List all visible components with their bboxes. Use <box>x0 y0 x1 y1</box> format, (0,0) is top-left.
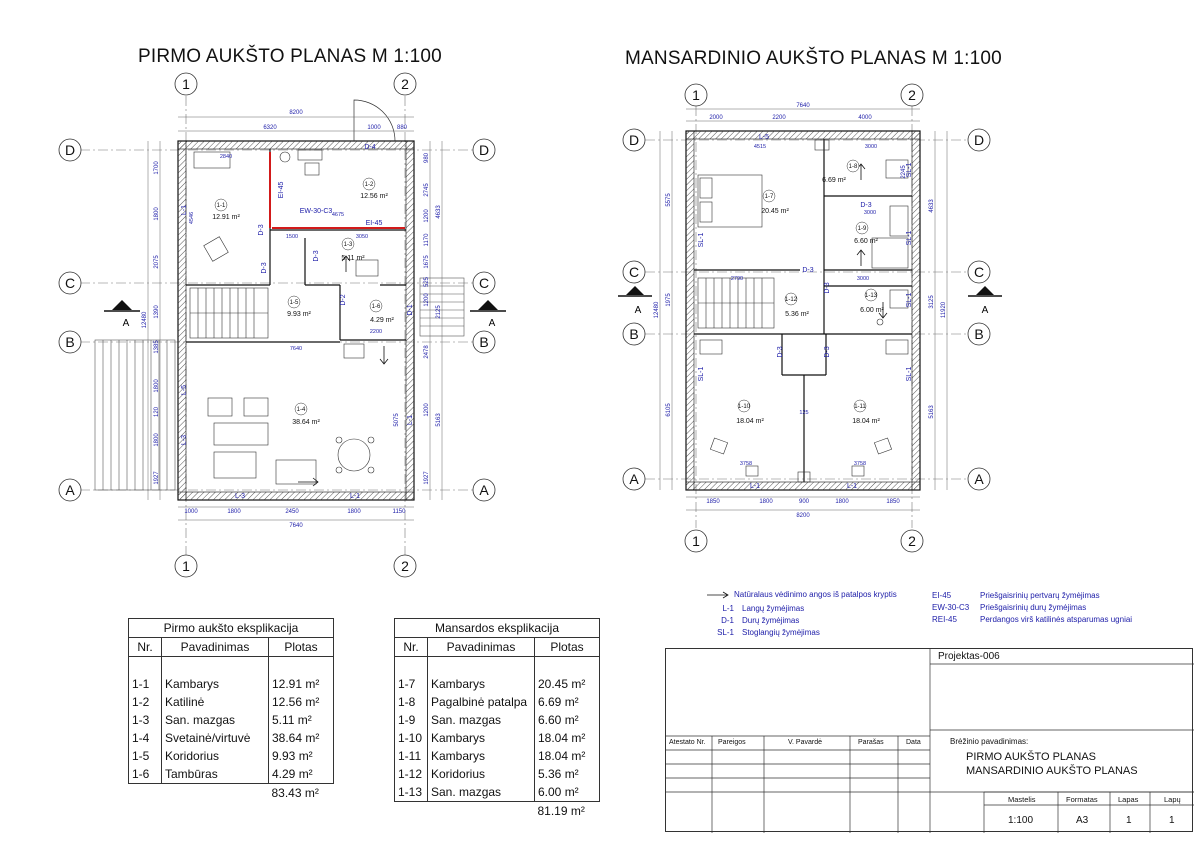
legend-text: Langų žymėjimas <box>742 604 805 613</box>
legend-row <box>932 590 1132 602</box>
legend-code: L-1 <box>722 604 734 613</box>
dim-text: 3000 <box>863 210 877 216</box>
title-block <box>665 648 1193 832</box>
dim-text: 7640 <box>796 103 810 109</box>
window-label: L-1 <box>349 493 361 500</box>
dim-text: 12480 <box>654 301 660 319</box>
legend-code: SL-1 <box>717 628 734 637</box>
total-area: 83.43 m² <box>271 786 319 800</box>
axis-label-1: 1 <box>182 558 190 574</box>
dim-text: 1850 <box>706 499 720 505</box>
axis-label-1: 1 <box>182 76 190 92</box>
table-row <box>395 729 600 747</box>
table-spacer-row <box>395 657 600 676</box>
cell-nr: 1-6 <box>129 765 162 784</box>
dim-text: 1800 <box>347 509 361 515</box>
cell-nr: 1-11 <box>395 747 428 765</box>
cell-nr: 1-13 <box>395 783 428 802</box>
table-header: Nr. <box>395 638 428 657</box>
axis-label-2: 2 <box>908 533 916 549</box>
door-label: D-3 <box>824 346 831 358</box>
room-area: 5.36 m² <box>785 311 809 318</box>
door-label: D-3 <box>261 262 268 274</box>
scale-label: Mastelis <box>1008 795 1036 804</box>
table-caption: Pirmo aukšto eksplikacija <box>129 619 334 638</box>
door-label: D-3 <box>777 346 784 358</box>
dim-text: 1800 <box>154 433 160 447</box>
legend-arrow-row <box>706 589 897 601</box>
dim-text: 2478 <box>424 345 430 359</box>
door-label: D-3 <box>313 250 320 262</box>
window-label: L-5 <box>758 134 770 141</box>
dim-text: 3758 <box>739 461 753 467</box>
dim-text: 7640 <box>289 523 303 529</box>
dim-text: 525 <box>424 276 430 288</box>
stamp-col-header: Data <box>906 739 921 746</box>
room-area: 9.93 m² <box>287 311 311 318</box>
room-area: 18.04 m² <box>852 418 880 425</box>
dim-text: 1927 <box>154 471 160 485</box>
dim-text: 8200 <box>796 513 810 519</box>
dim-text: 4633 <box>929 199 935 213</box>
legend-text: Priešgaisrinių durų žymėjimas <box>980 603 1087 612</box>
axis-label-A: A <box>629 471 639 487</box>
dim-text: 900 <box>798 499 810 505</box>
room-number: 1-13 <box>864 293 878 299</box>
dim-text: 1800 <box>759 499 773 505</box>
dim-text: 880 <box>396 125 408 131</box>
sheet-value: 1 <box>1126 815 1132 826</box>
section-marker-left <box>618 286 652 316</box>
section-marker-left <box>104 300 140 329</box>
dim-text: 3125 <box>929 295 935 309</box>
room-number: 1-3 <box>343 242 353 248</box>
room-number: 1-11 <box>854 404 866 410</box>
dim-text: 1800 <box>154 207 160 221</box>
scale-value: 1:100 <box>1008 815 1034 826</box>
room-area: 12.91 m² <box>212 214 240 221</box>
dim-text: 6105 <box>666 403 672 417</box>
project-code: Projektas-006 <box>938 651 1000 662</box>
entrance-door-swing <box>354 100 395 141</box>
ground-floor-plan <box>0 0 600 600</box>
sheets-label: Lapų <box>1164 795 1181 804</box>
cell-area: 6.69 m² <box>535 693 600 711</box>
section-label: A <box>122 318 130 329</box>
dim-text: 2125 <box>436 305 442 319</box>
cell-nr: 1-2 <box>129 693 162 711</box>
door-label: D-2 <box>340 294 347 306</box>
cell-nr: 1-5 <box>129 747 162 765</box>
dim-text: 4546 <box>189 211 195 225</box>
cell-name: Kambarys <box>428 729 535 747</box>
fire-wall-label: EI-45 <box>278 181 285 199</box>
dim-text: 3000 <box>856 276 870 282</box>
table-row <box>395 783 600 802</box>
dim-text: 3050 <box>355 234 369 240</box>
dim-text: 1800 <box>154 379 160 393</box>
ground-axis-lines <box>80 96 475 555</box>
table-row <box>395 675 600 693</box>
roof-window-label: SL-1 <box>906 162 913 178</box>
dim-text: 1200 <box>424 209 430 223</box>
axis-label-1: 1 <box>692 533 700 549</box>
stair <box>698 278 774 328</box>
legend-row <box>706 603 897 615</box>
cell-area: 38.64 m² <box>269 729 334 747</box>
roof-window-label: SL-1 <box>906 230 913 246</box>
dim-text: 12480 <box>142 311 148 329</box>
legend-text: Stoglangių žymėjimas <box>742 628 820 637</box>
axis-label-C: C <box>628 264 640 280</box>
dim-text: 11920 <box>941 301 947 319</box>
table-spacer-row <box>129 657 334 676</box>
cell-name: Kambarys <box>428 675 535 693</box>
section-marker-right <box>968 286 1002 316</box>
cell-nr: 1-1 <box>129 675 162 693</box>
format-value: A3 <box>1076 815 1089 826</box>
cell-area: 5.11 m² <box>269 711 334 729</box>
table-total-row <box>129 784 334 803</box>
room-area: 5.11 m² <box>341 255 365 262</box>
ground-dimension-lines <box>148 117 442 520</box>
window-label: L-3 <box>234 493 246 500</box>
cell-nr: 1-7 <box>395 675 428 693</box>
total-area: 81.19 m² <box>537 804 585 818</box>
cell-nr: 1-10 <box>395 729 428 747</box>
dim-text: 4633 <box>436 205 442 219</box>
table-header: Plotas <box>535 638 600 657</box>
dim-text: 5163 <box>929 405 935 419</box>
table-row <box>395 747 600 765</box>
room-number: 1-4 <box>296 407 306 413</box>
room-area: 12.56 m² <box>360 193 388 200</box>
axis-label-2: 2 <box>908 87 916 103</box>
section-marker-right <box>470 300 506 329</box>
cell-area: 4.29 m² <box>269 765 334 784</box>
dim-text: 2200 <box>369 329 383 335</box>
window-label: L-1 <box>181 204 188 216</box>
dim-text: 7640 <box>289 346 303 352</box>
door-label: D-3 <box>802 267 814 274</box>
axis-label-B: B <box>65 334 75 350</box>
legend-left <box>706 589 897 639</box>
roof-window-label: SL-1 <box>698 366 705 382</box>
stamp-col-header: Atestato Nr. <box>669 739 706 746</box>
cell-name: Pagalbinė patalpa <box>428 693 535 711</box>
section-label: A <box>981 305 989 316</box>
axis-label-1: 1 <box>692 87 700 103</box>
room-number: 1-12 <box>784 297 798 303</box>
legend-text: Priešgaisrinių pertvarų žymėjimas <box>980 591 1100 600</box>
dim-text: 1975 <box>666 293 672 307</box>
stamp-col-header: V. Pavardė <box>788 739 822 746</box>
dim-text: 1500 <box>285 234 299 240</box>
legend-row <box>932 614 1132 626</box>
roof-window-label: SL-1 <box>698 232 705 248</box>
legend-text: Perdangos virš katilinės atsparumas ugniai <box>980 615 1133 624</box>
legend-right <box>932 590 1132 626</box>
table-row <box>129 729 334 747</box>
cell-area: 20.45 m² <box>535 675 600 693</box>
stair <box>190 288 268 338</box>
room-area: 18.04 m² <box>736 418 764 425</box>
axis-label-C: C <box>973 264 985 280</box>
dim-text: 3000 <box>864 144 878 150</box>
dim-text: 4675 <box>331 212 345 218</box>
ground-floor-explication-table <box>128 618 334 802</box>
table-row <box>395 693 600 711</box>
cell-name: Kambarys <box>162 675 269 693</box>
dim-text: 120 <box>154 406 160 418</box>
legend-code: REI-45 <box>932 615 957 624</box>
cell-area: 5.36 m² <box>535 765 600 783</box>
sheets-value: 1 <box>1169 815 1175 826</box>
cell-name: Katilinė <box>162 693 269 711</box>
dim-text: 2840 <box>219 154 233 160</box>
axis-label-D: D <box>628 132 640 148</box>
legend-row <box>932 602 1132 614</box>
cell-name: San. mazgas <box>428 783 535 802</box>
room-number: 1-6 <box>371 304 381 310</box>
cell-nr: 1-4 <box>129 729 162 747</box>
cell-nr: 1-3 <box>129 711 162 729</box>
room-area: 38.64 m² <box>292 419 320 426</box>
dim-text: 1170 <box>424 233 430 247</box>
cell-area: 9.93 m² <box>269 747 334 765</box>
cell-name: Koridorius <box>162 747 269 765</box>
axis-label-2: 2 <box>401 76 409 92</box>
axis-label-C: C <box>478 275 490 291</box>
legend-code: EW-30-C3 <box>932 603 970 612</box>
cell-nr: 1-9 <box>395 711 428 729</box>
dim-text: 1200 <box>424 403 430 417</box>
room-area: 4.29 m² <box>370 317 394 324</box>
dim-text: 1385 <box>154 340 160 354</box>
attic-floor-title: MANSARDINIO AUKŠTO PLANAS M 1:100 <box>625 48 1002 69</box>
fire-wall-label: EI-45 <box>365 220 383 227</box>
table-total-row <box>395 802 600 821</box>
table-row <box>129 693 334 711</box>
attic-explication-table <box>394 618 600 820</box>
dim-text: 1000 <box>184 509 198 515</box>
dim-text: 1200 <box>424 293 430 307</box>
room-area: 6.69 m² <box>822 177 846 184</box>
table-row <box>395 711 600 729</box>
attic-axis-lines <box>645 106 975 528</box>
table-header: Nr. <box>129 638 162 657</box>
room-number: 1-5 <box>289 300 299 306</box>
dim-text: 1800 <box>835 499 849 505</box>
axis-label-B: B <box>974 326 984 342</box>
window-label: L-1 <box>846 483 858 490</box>
section-label: A <box>634 305 642 316</box>
legend-row <box>706 627 897 639</box>
room-number: 1-2 <box>364 182 374 188</box>
dim-text: 1700 <box>154 161 160 175</box>
axis-label-A: A <box>65 482 75 498</box>
room-number: 1-10 <box>737 404 751 410</box>
cell-area: 18.04 m² <box>535 729 600 747</box>
room-area: 6.60 m² <box>854 238 878 245</box>
dim-text: 1390 <box>154 305 160 319</box>
table-row <box>129 711 334 729</box>
table-row <box>129 747 334 765</box>
dim-text: 3758 <box>853 461 867 467</box>
cell-area: 6.60 m² <box>535 711 600 729</box>
attic-floor-plan <box>600 0 1200 600</box>
door-label: D-3 <box>258 224 265 236</box>
cell-name: Tambūras <box>162 765 269 784</box>
axis-label-D: D <box>64 142 76 158</box>
dim-text: 980 <box>424 152 430 164</box>
table-header: Pavadinimas <box>428 638 535 657</box>
room-number: 1-9 <box>857 226 867 232</box>
sheet-label: Lapas <box>1118 795 1139 804</box>
table-caption: Mansardos eksplikacija <box>395 619 600 638</box>
dim-text: 2200 <box>772 115 786 121</box>
dim-text: 8200 <box>289 110 303 116</box>
dim-text: 2745 <box>424 183 430 197</box>
ventilation-arrow-icon <box>706 591 730 599</box>
axis-label-B: B <box>479 334 489 350</box>
dim-text: 6320 <box>263 125 277 131</box>
room-area: 20.45 m² <box>761 208 789 215</box>
cell-area: 6.00 m² <box>535 783 600 802</box>
dim-text: 2245 <box>901 165 907 179</box>
dim-text: 5163 <box>436 413 442 427</box>
dim-text: 2790 <box>730 276 744 282</box>
dim-text: 2450 <box>285 509 299 515</box>
door-label: D-4 <box>364 144 376 151</box>
cell-name: San. mazgas <box>162 711 269 729</box>
stamp-col-header: Pareigos <box>718 739 746 746</box>
axis-label-B: B <box>629 326 639 342</box>
format-label: Formatas <box>1066 795 1098 804</box>
window-label: L-5 <box>181 384 188 396</box>
dim-text: 1927 <box>424 471 430 485</box>
axis-label-D: D <box>973 132 985 148</box>
door-label: D-3 <box>824 282 831 294</box>
axis-label-C: C <box>64 275 76 291</box>
dim-text: 1675 <box>424 255 430 269</box>
cell-name: Kambarys <box>428 747 535 765</box>
axis-label-2: 2 <box>401 558 409 574</box>
cell-name: San. mazgas <box>428 711 535 729</box>
drawing-name-line: MANSARDINIO AUKŠTO PLANAS <box>966 765 1138 777</box>
window-label: L-1 <box>407 414 414 426</box>
axis-label-A: A <box>479 482 489 498</box>
cell-name: Svetainė/virtuvė <box>162 729 269 747</box>
dim-text: 4000 <box>858 115 872 121</box>
axis-label-A: A <box>974 471 984 487</box>
window-label: L-3 <box>181 434 188 446</box>
table-row <box>129 765 334 784</box>
door-label: D-3 <box>860 202 872 209</box>
window-label: L-1 <box>749 483 761 490</box>
room-number: 1-7 <box>764 194 774 200</box>
roof-window-label: SL-1 <box>906 292 913 308</box>
dim-text: 5075 <box>394 413 400 427</box>
room-area: 6.00 m² <box>860 307 884 314</box>
cell-name: Koridorius <box>428 765 535 783</box>
ventilation-arrows <box>298 256 388 486</box>
drawing-name-label: Brėžinio pavadinimas: <box>950 737 1029 746</box>
cell-area: 18.04 m² <box>535 747 600 765</box>
axis-label-D: D <box>478 142 490 158</box>
dim-text: 1150 <box>392 509 406 515</box>
cell-area: 12.91 m² <box>269 675 334 693</box>
table-row <box>129 675 334 693</box>
dim-text: 2000 <box>709 115 723 121</box>
ground-floor-title: PIRMO AUKŠTO PLANAS M 1:100 <box>138 46 442 67</box>
legend-code: EI-45 <box>932 591 952 600</box>
dim-text: 4515 <box>753 144 767 150</box>
drawing-name-line: PIRMO AUKŠTO PLANAS <box>966 751 1097 763</box>
legend-text: Natūralaus vėdinimo angos iš patalpos kryptis <box>734 590 897 599</box>
legend-code: D-1 <box>721 616 734 625</box>
cell-nr: 1-12 <box>395 765 428 783</box>
door-label: D-1 <box>407 304 414 316</box>
dim-text: 1850 <box>886 499 900 505</box>
room-number: 1-1 <box>216 203 226 209</box>
stamp-col-header: Parašas <box>858 739 884 746</box>
dim-text: 1800 <box>227 509 241 515</box>
cell-area: 12.56 m² <box>269 693 334 711</box>
table-header: Plotas <box>269 638 334 657</box>
roof-window-label: SL-1 <box>906 366 913 382</box>
cell-nr: 1-8 <box>395 693 428 711</box>
dim-text: 125 <box>799 410 809 416</box>
table-row <box>395 765 600 783</box>
room-number: 1-8 <box>848 164 858 170</box>
dim-text: 2075 <box>154 255 160 269</box>
section-label: A <box>488 318 496 329</box>
legend-row <box>706 615 897 627</box>
dim-text: 5575 <box>666 193 672 207</box>
room-tags-ground <box>215 178 382 415</box>
dim-text: 1000 <box>367 125 381 131</box>
table-header: Pavadinimas <box>162 638 269 657</box>
fire-door-label: EW-30-C3 <box>299 208 333 215</box>
legend-text: Durų žymėjimas <box>742 616 800 625</box>
